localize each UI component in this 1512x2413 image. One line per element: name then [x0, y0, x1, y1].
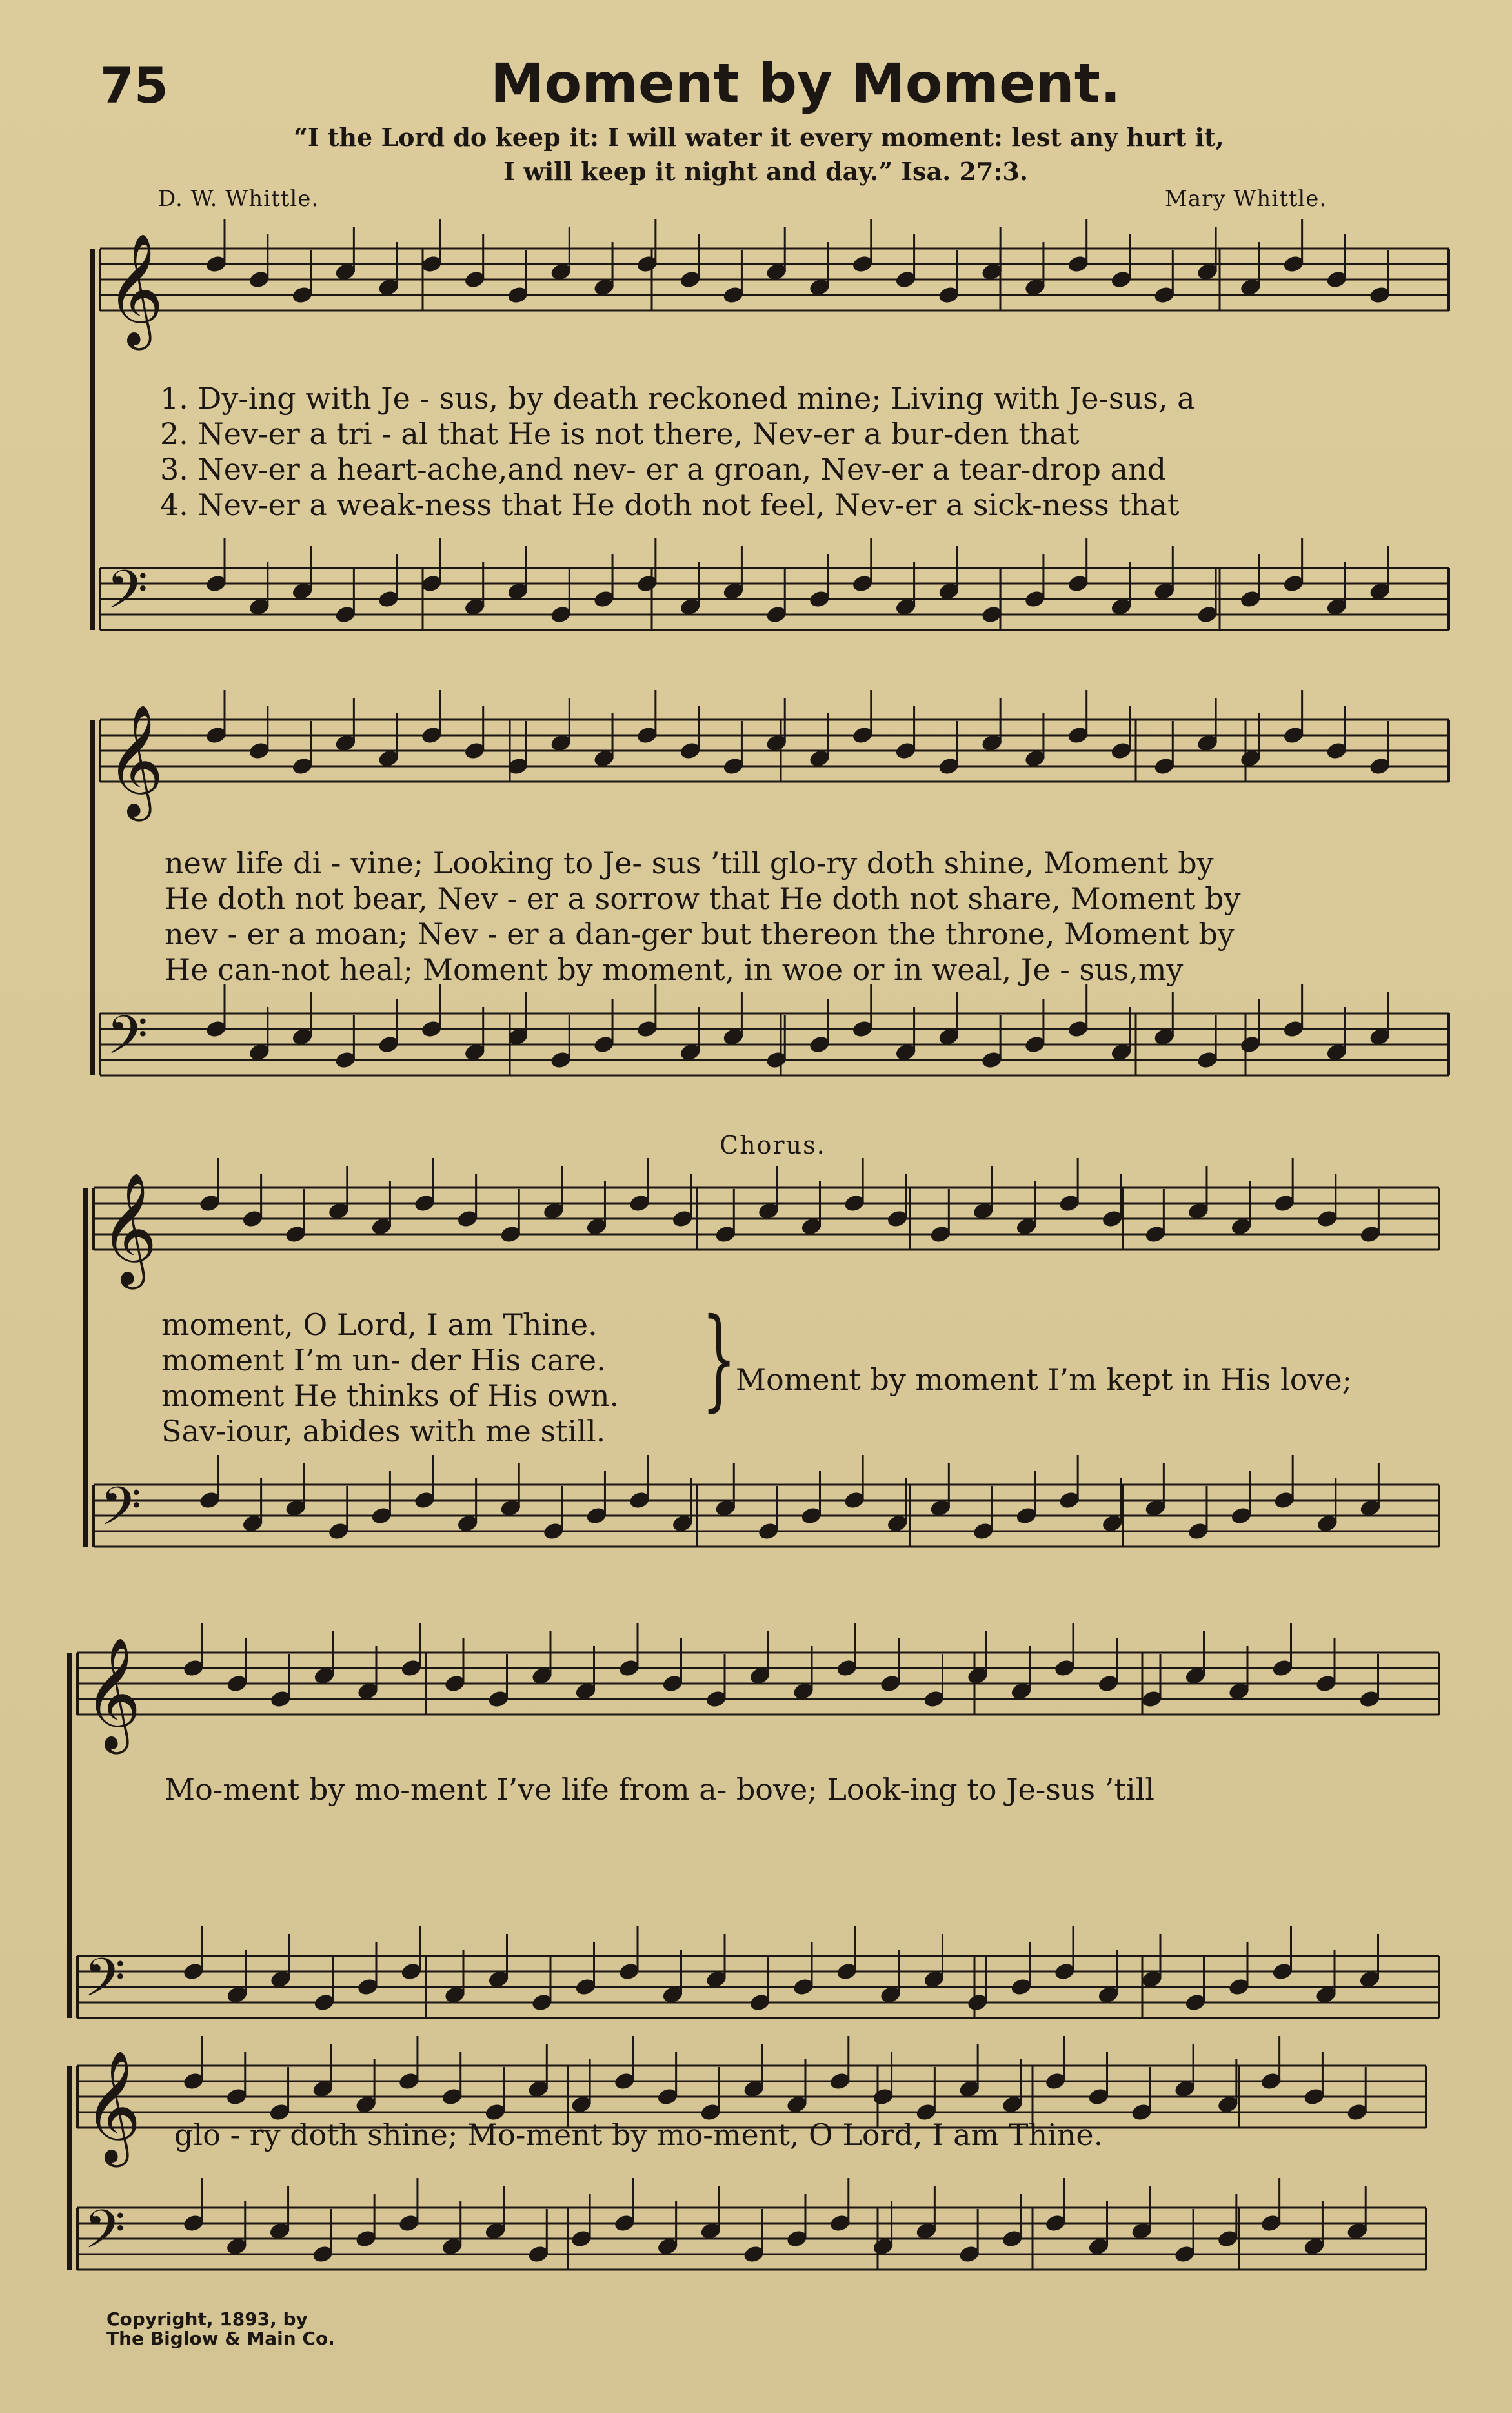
- copyright-notice: [106, 2310, 335, 2348]
- verse-1-line-1: 1. Dy-ing with Je - sus, by death reckoned mine; Living with Je-sus, a: [160, 381, 1195, 416]
- verse-3-line-2: nev - er a moan; Nev - er a dan-ger but thereon the throne, Moment by: [165, 917, 1235, 952]
- verse-lyrics-line-1: [160, 381, 1195, 523]
- bass-clef-icon: 𝄢: [106, 558, 148, 634]
- bass-clef-icon: 𝄢: [106, 1004, 148, 1079]
- hymn-number: 75: [100, 57, 168, 114]
- composer-credit: Mary Whittle.: [1165, 186, 1327, 212]
- chorus-line-2: Mo-ment by mo-ment I’ve life from a- bove; Look-ing to Je-sus ’till: [165, 1772, 1154, 1807]
- bass-clef-icon: 𝄢: [84, 2198, 126, 2274]
- verse-2-line-1: 2. Nev-er a tri - al that He is not there, Nev-er a bur-den that: [160, 416, 1080, 451]
- hymn-title: Moment by Moment.: [490, 52, 1121, 115]
- verse-4-line-3: Sav-iour, abides with me still.: [161, 1414, 606, 1449]
- scripture-line-1: “I the Lord do keep it: I will water it every moment: lest any hurt it,: [294, 123, 1224, 152]
- bass-clef-icon: 𝄢: [84, 1946, 126, 2022]
- bass-clef-icon: 𝄢: [100, 1475, 142, 1551]
- treble-clef-icon: 𝄞: [106, 704, 164, 817]
- verse-lyrics-line-2: [165, 846, 1240, 988]
- copyright-line-1: Copyright, 1893, by: [106, 2308, 308, 2330]
- verse-lyrics-line-3: [161, 1307, 619, 1449]
- verse-4-line-2: He can-not heal; Moment by moment, in woe or in weal, Je - sus,my: [165, 952, 1184, 987]
- treble-clef-icon: 𝄞: [84, 2050, 141, 2163]
- scripture-line-2: I will keep it night and day.” Isa. 27:3.: [503, 157, 1029, 186]
- lyricist-credit: D. W. Whittle.: [158, 186, 319, 212]
- copyright-line-2: The Biglow & Main Co.: [106, 2328, 335, 2349]
- chorus-line-3: glo - ry doth shine; Mo-ment by mo-ment, O Lord, I am Thine.: [174, 2117, 1104, 2152]
- verse-1-line-3: moment, O Lord, I am Thine.: [161, 1307, 598, 1342]
- verse-2-line-2: He doth not bear, Nev - er a sorrow that He doth not share, Moment by: [165, 881, 1241, 916]
- verse-3-line-1: 3. Nev-er a heart-ache,and nev- er a groan, Nev-er a tear-drop and: [160, 452, 1167, 487]
- verse-3-line-3: moment He thinks of His own.: [161, 1378, 620, 1413]
- verse-4-line-1: 4. Nev-er a weak-ness that He doth not feel, Nev-er a sick-ness that: [160, 487, 1180, 522]
- verse-brace: }: [701, 1295, 737, 1423]
- chorus-label: Chorus.: [720, 1131, 826, 1159]
- verse-1-line-2: new life di - vine; Looking to Je- sus ’till glo-ry doth shine, Moment by: [165, 846, 1214, 881]
- treble-clef-icon: 𝄞: [84, 1637, 141, 1749]
- treble-clef-icon: 𝄞: [106, 233, 164, 345]
- verse-2-line-3: moment I’m un- der His care.: [161, 1343, 606, 1378]
- chorus-line-1: Moment by moment I’m kept in His love;: [736, 1362, 1353, 1397]
- treble-clef-icon: 𝄞: [100, 1172, 157, 1285]
